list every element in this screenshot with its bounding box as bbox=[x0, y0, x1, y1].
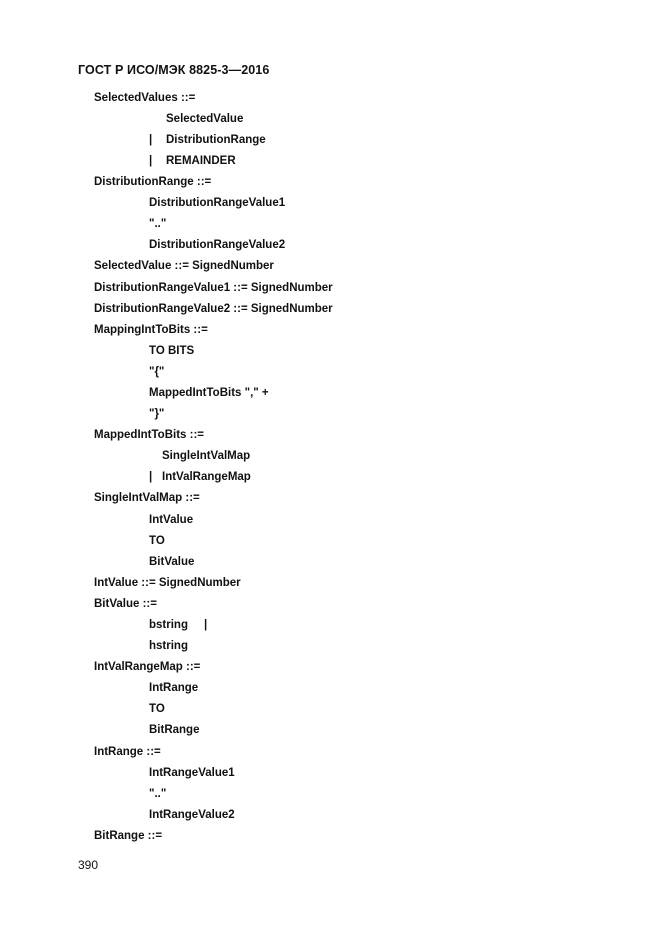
grammar-alternative: REMAINDER bbox=[166, 155, 236, 167]
grammar-element: "{" bbox=[149, 366, 165, 378]
grammar-rule: BitValue ::= bbox=[94, 598, 157, 610]
grammar-element: IntRangeValue2 bbox=[149, 809, 235, 821]
grammar-rule: MappedIntToBits ::= bbox=[94, 429, 204, 441]
grammar-rule: DistributionRange ::= bbox=[94, 176, 212, 188]
grammar-element: BitValue bbox=[149, 556, 195, 568]
alternative-separator: | bbox=[149, 134, 153, 146]
grammar-element: "}" bbox=[149, 408, 165, 420]
grammar-element: TO bbox=[149, 703, 165, 715]
grammar-alternative: SelectedValue bbox=[166, 113, 244, 125]
grammar-element: BitRange bbox=[149, 724, 200, 736]
grammar-element: IntRangeValue1 bbox=[149, 767, 235, 779]
grammar-rule: SingleIntValMap ::= bbox=[94, 492, 200, 504]
grammar-element: DistributionRangeValue1 bbox=[149, 197, 286, 209]
grammar-rule: IntValue ::= SignedNumber bbox=[94, 577, 241, 589]
grammar-rule: DistributionRangeValue1 ::= SignedNumber bbox=[94, 282, 333, 294]
grammar-alternative: hstring bbox=[149, 640, 188, 652]
grammar-rule: IntValRangeMap ::= bbox=[94, 661, 201, 673]
grammar-element: MappedIntToBits "," + bbox=[149, 387, 269, 399]
grammar-rule: SelectedValue ::= SignedNumber bbox=[94, 260, 274, 272]
grammar-alternative: DistributionRange bbox=[166, 134, 266, 146]
grammar-alternative: IntValRangeMap bbox=[162, 471, 251, 483]
grammar-rule: MappingIntToBits ::= bbox=[94, 324, 208, 336]
grammar-rule: IntRange ::= bbox=[94, 746, 161, 758]
grammar-element: IntValue bbox=[149, 514, 194, 526]
alternative-separator: | bbox=[204, 619, 208, 631]
grammar-rule: DistributionRangeValue2 ::= SignedNumber bbox=[94, 303, 333, 315]
page-number: 390 bbox=[78, 858, 99, 872]
grammar-element: DistributionRangeValue2 bbox=[149, 239, 286, 251]
grammar-element: TO bbox=[149, 535, 165, 547]
grammar-element: ".." bbox=[149, 788, 167, 800]
document-header: ГОСТ Р ИСО/МЭК 8825-3—2016 bbox=[78, 63, 270, 77]
grammar-alternative: bstring bbox=[149, 619, 188, 631]
grammar-element: ".." bbox=[149, 218, 167, 230]
grammar-element: IntRange bbox=[149, 682, 199, 694]
grammar-rule: SelectedValues ::= bbox=[94, 92, 196, 104]
grammar-alternative: SingleIntValMap bbox=[162, 450, 251, 462]
alternative-separator: | bbox=[149, 155, 153, 167]
grammar-element: TO BITS bbox=[149, 345, 195, 357]
grammar-rule: BitRange ::= bbox=[94, 830, 163, 842]
alternative-separator: | bbox=[149, 471, 153, 483]
